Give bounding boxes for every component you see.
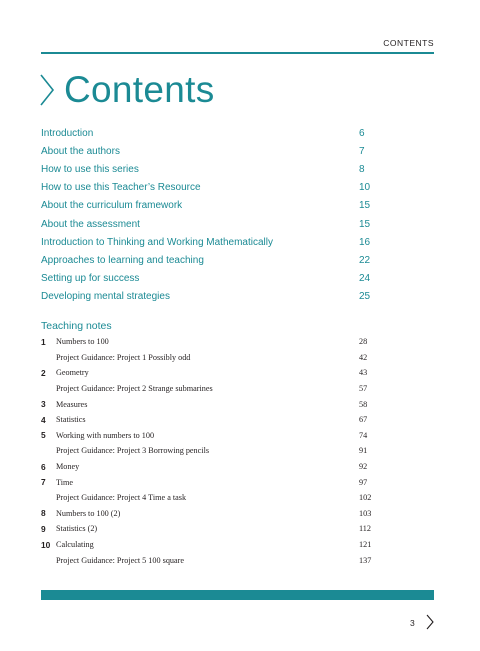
toc-entry-page: 16 [359, 236, 371, 248]
entry-label: Calculating [56, 540, 94, 550]
entry-label: Money [56, 462, 80, 472]
teaching-note-entry[interactable] [41, 412, 373, 428]
toc-entry-label: Introduction [41, 127, 94, 139]
toc-entry[interactable] [41, 197, 373, 215]
chevron-right-icon[interactable] [426, 614, 434, 630]
unit-number: 10 [41, 539, 51, 550]
entry-page: 43 [359, 368, 368, 378]
entry-page: 112 [359, 524, 371, 534]
teaching-note-entry[interactable] [41, 537, 373, 553]
entry-label: Statistics [56, 415, 86, 425]
toc-entry-label: Developing mental strategies [41, 291, 170, 303]
toc-entry-page: 10 [359, 182, 371, 194]
title-block [38, 68, 215, 112]
running-header: CONTENTS [383, 38, 434, 48]
toc-entry-label: How to use this series [41, 163, 139, 175]
teaching-note-entry[interactable] [41, 443, 373, 459]
unit-number: 6 [41, 461, 46, 472]
entry-label: Project Guidance: Project 4 Time a task [56, 493, 187, 503]
teaching-note-entry[interactable] [41, 506, 373, 522]
teaching-notes-heading: Teaching notes [41, 320, 112, 332]
entry-page: 102 [359, 493, 372, 503]
entry-label: Project Guidance: Project 2 Strange submarines [56, 384, 213, 394]
unit-number: 9 [41, 523, 46, 534]
entry-page: 28 [359, 337, 368, 347]
unit-number: 5 [41, 430, 46, 441]
entry-label: Statistics (2) [56, 524, 98, 534]
entry-label: Project Guidance: Project 1 Possibly odd [56, 352, 191, 362]
toc-entry-page: 22 [359, 254, 371, 266]
toc-entry-label: Introduction to Thinking and Working Mathematically [41, 236, 273, 248]
entry-label: Numbers to 100 [56, 337, 109, 347]
teaching-note-entry[interactable] [41, 521, 373, 537]
teaching-note-entry[interactable] [41, 396, 373, 412]
unit-number: 8 [41, 508, 46, 519]
front-matter-list [41, 124, 373, 306]
unit-number: 3 [41, 399, 46, 410]
teaching-note-entry[interactable] [41, 428, 373, 444]
entry-label: Working with numbers to 100 [56, 430, 155, 440]
unit-number: 1 [41, 336, 46, 347]
chevron-right-icon [38, 73, 56, 107]
toc-entry-label: About the curriculum framework [41, 200, 183, 212]
entry-page: 92 [359, 462, 368, 472]
teaching-note-entry[interactable] [41, 552, 373, 568]
toc-entry[interactable] [41, 124, 373, 142]
entry-label: Project Guidance: Project 5 100 square [56, 555, 185, 565]
toc-entry-label: How to use this Teacher’s Resource [41, 182, 201, 194]
header-rule [41, 52, 434, 54]
entry-label: Measures [56, 399, 88, 409]
toc-entry[interactable] [41, 288, 373, 306]
teaching-note-entry[interactable] [41, 381, 373, 397]
toc-entry-label: About the assessment [41, 218, 140, 230]
toc-entry-page: 25 [359, 291, 371, 303]
toc-entry-page: 15 [359, 200, 371, 212]
toc-entry[interactable] [41, 160, 373, 178]
teaching-note-entry[interactable] [41, 350, 373, 366]
entry-label: Project Guidance: Project 3 Borrowing pencils [56, 446, 210, 456]
footer-bar [41, 590, 434, 600]
entry-page: 91 [359, 446, 368, 456]
toc-entry[interactable] [41, 179, 373, 197]
entry-page: 137 [359, 555, 372, 565]
toc-entry[interactable] [41, 142, 373, 160]
entry-page: 97 [359, 477, 368, 487]
entry-page: 103 [359, 508, 372, 518]
teaching-note-entry[interactable] [41, 365, 373, 381]
entry-page: 121 [359, 540, 372, 550]
entry-page: 74 [359, 430, 368, 440]
entry-label: Numbers to 100 (2) [56, 508, 121, 518]
unit-number: 7 [41, 477, 46, 488]
page-number: 3 [410, 618, 415, 628]
toc-entry[interactable] [41, 251, 373, 269]
toc-entry-page: 6 [359, 127, 365, 139]
teaching-note-entry[interactable] [41, 490, 373, 506]
toc-entry[interactable] [41, 233, 373, 251]
entry-page: 42 [359, 352, 368, 362]
teaching-note-entry[interactable] [41, 474, 373, 490]
unit-number: 2 [41, 367, 46, 378]
teaching-note-entry[interactable] [41, 459, 373, 475]
entry-page: 67 [359, 415, 368, 425]
page-title: Contents [64, 69, 215, 110]
entry-label: Time [56, 477, 73, 487]
entry-page: 57 [359, 384, 368, 394]
toc-entry[interactable] [41, 270, 373, 288]
toc-entry-page: 15 [359, 218, 371, 230]
toc-entry-label: Setting up for success [41, 273, 140, 285]
toc-entry-page: 24 [359, 273, 371, 285]
toc-entry[interactable] [41, 215, 373, 233]
toc-entry-label: About the authors [41, 145, 120, 157]
unit-number: 4 [41, 414, 46, 425]
entry-page: 58 [359, 399, 368, 409]
teaching-note-entry[interactable] [41, 334, 373, 350]
toc-entry-page: 8 [359, 163, 365, 175]
entry-label: Geometry [56, 368, 89, 378]
toc-entry-page: 7 [359, 145, 365, 157]
toc-entry-label: Approaches to learning and teaching [41, 254, 204, 266]
teaching-notes-list [41, 334, 373, 568]
